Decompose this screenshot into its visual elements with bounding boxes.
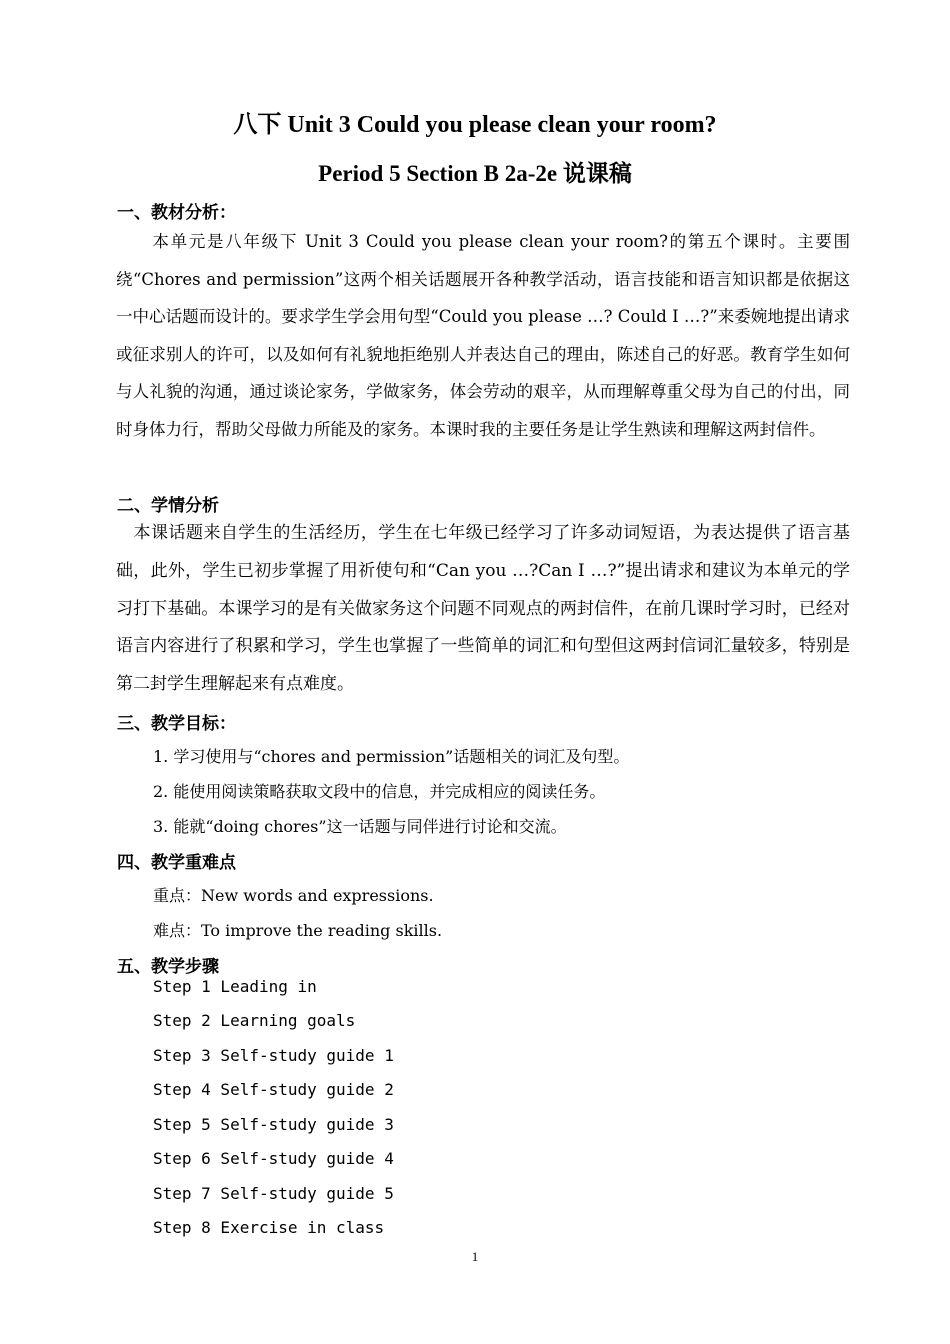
section-2-paragraph: 本课话题来自学生的生活经历，学生在七年级已经学习了许多动词短语，为表达提供了语言基础，此外，学生已初步掌握了用祈使句和“Can you …?Can I …?”提出请求和建议为本单元的学习打下基础。本课学习的是有关做家务这个问题不同观点的两封信件，在前几课时学习时，已经对语言内容进行了积累和学习，学生也掌握了一些简单的词汇和句型但这两封信词汇量较多，特别是第二封学生理解起来有点难度。 bbox=[116, 523, 850, 695]
document-subtitle: Period 5 Section B 2a-2e 说课稿 bbox=[318, 161, 632, 186]
step-item: Step 1 Leading in bbox=[153, 977, 317, 996]
objective-item: 2. 能使用阅读策略获取文段中的信息，并完成相应的阅读任务。 bbox=[153, 782, 606, 801]
section-heading-4: 四、教学重难点 bbox=[117, 853, 236, 873]
section-heading-1: 一、教材分析： bbox=[117, 203, 236, 223]
key-point-item: 重点：New words and expressions. bbox=[153, 886, 434, 905]
step-item: Step 4 Self-study guide 2 bbox=[153, 1080, 394, 1099]
step-item: Step 5 Self-study guide 3 bbox=[153, 1115, 394, 1134]
objective-item: 3. 能就“doing chores”这一话题与同伴进行讨论和交流。 bbox=[153, 817, 567, 836]
section-1-paragraph: 本单元是八年级下 Unit 3 Could you please clean your room?的第五个课时。主要围绕“Chores and permission”这两个相关话题展开各种教学活动，语言技能和语言知识都是依据这一中心话题而设计的。要求学生学会用句型“Could you please …? Could I …?”来委婉地提出请求或征求别人的许可，以及如何有礼貌地拒绝别人并表达自己的理由，陈述自己的好恶。教育学生如何与人礼貌的沟通，通过谈论家务，学做家务，体会劳动的艰辛，从而理解尊重父母为自己的付出，同时身体力行，帮助父母做力所能及的家务。本课时我的主要任务是让学生熟读和理解这两封信件。 bbox=[116, 232, 850, 439]
step-item: Step 3 Self-study guide 1 bbox=[153, 1046, 394, 1065]
step-item: Step 6 Self-study guide 4 bbox=[153, 1149, 394, 1168]
section-heading-2: 二、学情分析 bbox=[117, 496, 219, 516]
step-item: Step 2 Learning goals bbox=[153, 1011, 356, 1030]
step-item: Step 7 Self-study guide 5 bbox=[153, 1184, 394, 1203]
document-title: 八下 Unit 3 Could you please clean your room? bbox=[233, 112, 717, 138]
difficult-point-item: 难点：To improve the reading skills. bbox=[153, 921, 443, 940]
page-number: 1 bbox=[471, 1249, 479, 1264]
section-heading-3: 三、教学目标： bbox=[117, 714, 236, 734]
step-item: Step 8 Exercise in class bbox=[153, 1218, 385, 1237]
section-heading-5: 五、教学步骤 bbox=[117, 957, 219, 977]
objective-item: 1. 学习使用与“chores and permission”话题相关的词汇及句型。 bbox=[153, 747, 630, 766]
